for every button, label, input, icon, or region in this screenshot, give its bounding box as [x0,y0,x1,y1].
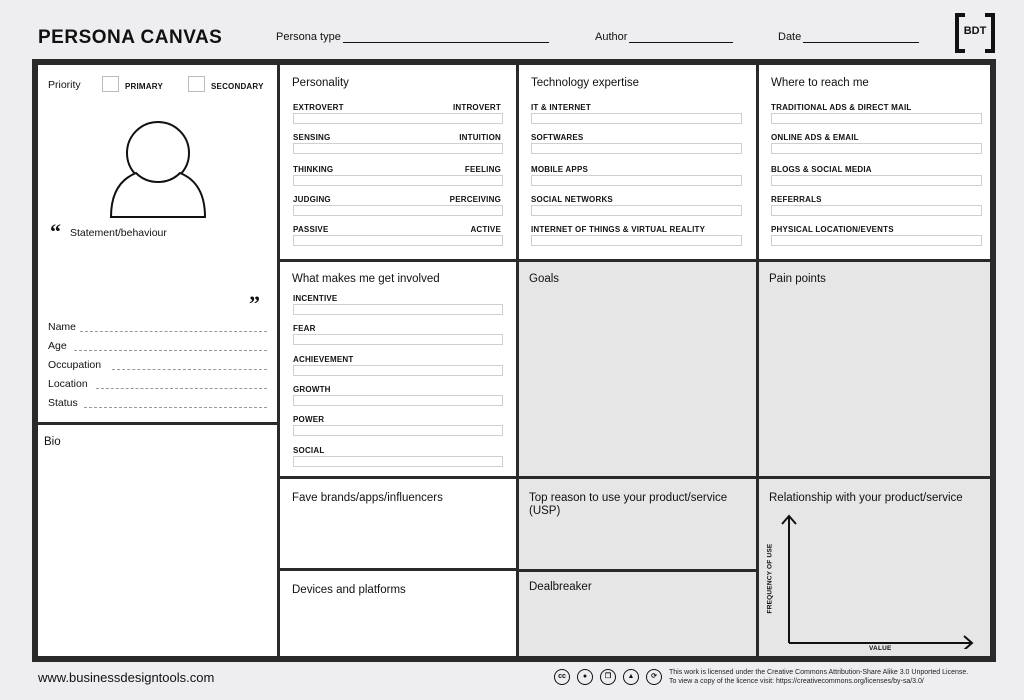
reach-title: Where to reach me [771,77,869,89]
occupation-label: Occupation [48,359,102,371]
tech-item-label: SOCIAL NETWORKS [531,195,613,204]
active-label: ACTIVE [470,225,501,234]
status-label: Status [48,397,78,409]
dealbreaker-title: Dealbreaker [529,581,592,593]
license-text [669,668,999,686]
profile-panel [38,65,277,422]
age-label: Age [48,340,67,352]
extrovert-introvert-scale[interactable] [293,113,503,124]
bdt-logo [955,13,995,53]
tech-scale[interactable] [531,235,742,246]
bio-panel[interactable] [38,425,277,656]
reach-item-label: TRADITIONAL ADS & DIRECT MAIL [771,103,912,112]
tech-item-label: MOBILE APPS [531,165,589,174]
date-line [803,33,919,43]
brands-title: Fave brands/apps/influencers [292,492,443,504]
canvas-frame [32,59,996,662]
involved-item-label: ACHIEVEMENT [293,355,354,364]
reach-scale[interactable] [771,205,982,216]
footer-url[interactable]: www.businessdesigntools.com [38,670,215,685]
persona-type-field[interactable] [276,31,549,43]
relationship-title: Relationship with your product/service [769,492,963,504]
involved-scale[interactable] [293,304,503,315]
personality-title: Personality [292,77,349,89]
perceiving-label: PERCEIVING [449,195,501,204]
thinking-label: THINKING [293,165,334,174]
close-quote: ” [249,291,260,316]
relationship-axes [779,514,979,649]
involved-scale[interactable] [293,456,503,467]
y-axis-label: FREQUENCY OF USE [766,543,774,614]
reach-item-label: ONLINE ADS & EMAIL [771,133,859,142]
personality-panel [280,65,516,259]
license-line-2[interactable]: To view a copy of the licence visit: https://creativecommons.org/licenses/by-sa/3.0/ [669,678,924,685]
involved-item-label: INCENTIVE [293,294,338,303]
involved-item-label: FEAR [293,324,316,333]
reach-item-label: PHYSICAL LOCATION/EVENTS [771,225,894,234]
author-line [629,33,733,43]
location-line[interactable] [96,388,267,389]
relationship-panel[interactable] [759,479,990,656]
open-quote: “ [50,219,61,244]
attribution-icon: ● [577,669,593,685]
tech-scale[interactable] [531,143,742,154]
devices-title: Devices and platforms [292,584,406,596]
involved-scale[interactable] [293,425,503,436]
tech-item-label: SOFTWARES [531,133,584,142]
intuition-label: INTUITION [459,133,501,142]
involved-item-label: SOCIAL [293,446,325,455]
page-title: PERSONA CANVAS [38,27,223,48]
noncommercial-icon: ▲ [623,669,639,685]
judging-label: JUDGING [293,195,331,204]
share-alike-icon: ⟳ [646,669,662,685]
primary-checkbox[interactable] [102,76,119,92]
involved-title: What makes me get involved [292,273,440,285]
person-avatar-icon [108,121,208,219]
cc-icon: cc [554,669,570,685]
reach-item-label: BLOGS & SOCIAL MEDIA [771,165,872,174]
persona-type-line [343,33,549,43]
goals-title: Goals [529,273,560,285]
sensing-intuition-scale[interactable] [293,143,503,154]
sensing-label: SENSING [293,133,331,142]
copy-icon: ❐ [600,669,616,685]
age-line[interactable] [74,350,267,351]
reach-panel [759,65,990,259]
technology-panel [519,65,756,259]
secondary-checkbox[interactable] [188,76,205,92]
usp-title: Top reason to use your product/service (USP) [529,492,728,517]
author-field[interactable] [595,31,733,43]
pain-points-title: Pain points [769,273,826,285]
tech-scale[interactable] [531,113,742,124]
involved-item-label: GROWTH [293,385,331,394]
x-axis-label: VALUE [869,645,892,652]
status-line[interactable] [84,407,267,408]
feeling-label: FEELING [464,165,501,174]
tech-item-label: IT & INTERNET [531,103,591,112]
reach-scale[interactable] [771,143,982,154]
date-label: Date [778,31,802,43]
technology-title: Technology expertise [531,77,640,89]
author-label: Author [595,31,628,43]
tech-scale[interactable] [531,175,742,186]
introvert-label: INTROVERT [452,103,501,112]
reach-scale[interactable] [771,175,982,186]
secondary-label: SECONDARY [211,82,264,91]
involved-scale[interactable] [293,395,503,406]
extrovert-label: EXTROVERT [293,103,344,112]
tech-scale[interactable] [531,205,742,216]
involved-scale[interactable] [293,365,503,376]
reach-item-label: REFERRALS [771,195,822,204]
dealbreaker-panel[interactable] [519,572,756,656]
location-label: Location [48,378,88,390]
bio-title: Bio [44,436,61,448]
thinking-feeling-scale[interactable] [293,175,503,186]
usp-panel[interactable] [519,479,756,569]
goals-panel[interactable] [519,262,756,476]
involved-item-label: POWER [293,415,325,424]
reach-scale[interactable] [771,113,982,124]
pain-points-panel[interactable] [759,262,990,476]
passive-label: PASSIVE [293,225,329,234]
devices-panel[interactable] [280,571,516,656]
logo-text: BDT [963,25,987,37]
reach-scale[interactable] [771,235,982,246]
name-label: Name [48,321,77,333]
priority-label: Priority [48,79,81,91]
date-field[interactable] [778,31,919,43]
involved-scale[interactable] [293,334,503,345]
judging-perceiving-scale[interactable] [293,205,503,216]
statement-label: Statement/behaviour [70,227,167,239]
involved-panel [280,262,516,476]
brands-panel[interactable] [280,479,516,568]
primary-label: PRIMARY [125,82,163,91]
occupation-line[interactable] [112,369,267,370]
name-line[interactable] [80,331,267,332]
passive-active-scale[interactable] [293,235,503,246]
tech-item-label: INTERNET OF THINGS & VIRTUAL REALITY [531,225,706,234]
persona-type-label: Persona type [276,31,341,43]
license-line-1: This work is licensed under the Creative Commons Attribution-Share Alike 3.0 Unported License. [669,669,969,676]
